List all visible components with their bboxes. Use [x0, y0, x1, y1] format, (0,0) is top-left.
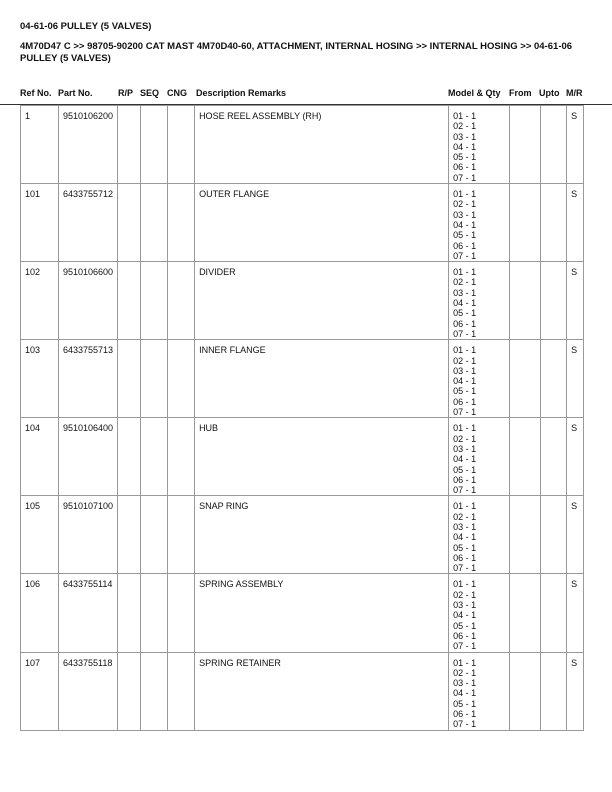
description-cell: SPRING ASSEMBLY [195, 574, 449, 652]
from-cell [510, 184, 541, 262]
table-row [21, 106, 584, 184]
table-row [21, 184, 584, 262]
ref-cell: 105 [21, 496, 59, 574]
model-qty-line: 01 - 1 [453, 267, 477, 278]
mr-cell: S [567, 496, 584, 574]
mr-cell: S [567, 184, 584, 262]
table-row [21, 652, 584, 730]
seq-cell [141, 262, 168, 340]
cng-cell [168, 496, 195, 574]
rp-cell [118, 652, 141, 730]
ref-cell: 106 [21, 574, 59, 652]
description-cell: HOSE REEL ASSEMBLY (RH) [195, 106, 449, 184]
from-cell [510, 418, 541, 496]
seq-cell [141, 184, 168, 262]
seq-cell [141, 340, 168, 418]
model-qty-line: 03 - 1 [453, 131, 477, 142]
rp-cell [118, 340, 141, 418]
part-no-cell: 9510106400 [59, 418, 118, 496]
model-qty-line: 03 - 1 [453, 443, 477, 454]
rp-cell [118, 496, 141, 574]
model-qty-line: 03 - 1 [453, 287, 477, 298]
model-qty-line: 02 - 1 [453, 667, 477, 678]
model-qty-cell [449, 496, 510, 574]
model-qty-line: 02 - 1 [453, 355, 477, 366]
model-qty-line: 06 - 1 [453, 552, 477, 563]
col-model: Model & Qty [448, 88, 501, 98]
cng-cell [168, 106, 195, 184]
model-qty-cell [449, 418, 510, 496]
model-qty-line: 05 - 1 [453, 698, 477, 709]
seq-cell [141, 652, 168, 730]
table-header [0, 88, 612, 105]
model-qty-line: 01 - 1 [453, 501, 477, 512]
model-qty-line: 05 - 1 [453, 230, 477, 241]
model-qty-line: 06 - 1 [453, 709, 477, 720]
upto-cell [541, 418, 567, 496]
page-title: 04-61-06 PULLEY (5 VALVES) [20, 21, 152, 32]
model-qty-line: 04 - 1 [453, 688, 477, 699]
table-row [21, 340, 584, 418]
model-qty-line: 03 - 1 [453, 678, 477, 689]
model-qty-line: 01 - 1 [453, 423, 477, 434]
model-qty-line: 07 - 1 [453, 641, 477, 652]
parts-table [20, 105, 584, 731]
part-no-cell: 6433755713 [59, 340, 118, 418]
model-qty-line: 02 - 1 [453, 121, 477, 132]
cng-cell [168, 418, 195, 496]
model-qty-line: 06 - 1 [453, 240, 477, 251]
model-qty-line: 01 - 1 [453, 579, 477, 590]
model-qty-line: 02 - 1 [453, 433, 477, 444]
cng-cell [168, 340, 195, 418]
model-qty-cell [449, 184, 510, 262]
model-qty-line: 07 - 1 [453, 719, 477, 730]
model-qty-line: 03 - 1 [453, 209, 477, 220]
model-qty-line: 05 - 1 [453, 152, 477, 163]
from-cell [510, 574, 541, 652]
model-qty-line: 03 - 1 [453, 365, 477, 376]
model-qty-line: 02 - 1 [453, 277, 477, 288]
ref-cell: 101 [21, 184, 59, 262]
model-qty-line: 07 - 1 [453, 407, 477, 418]
part-no-cell: 6433755114 [59, 574, 118, 652]
upto-cell [541, 184, 567, 262]
cng-cell [168, 574, 195, 652]
seq-cell [141, 496, 168, 574]
model-qty-cell [449, 262, 510, 340]
from-cell [510, 340, 541, 418]
part-no-cell: 9510107100 [59, 496, 118, 574]
rp-cell [118, 184, 141, 262]
model-qty-line: 01 - 1 [453, 189, 477, 200]
col-desc: Description Remarks [196, 88, 287, 98]
model-qty-line: 06 - 1 [453, 318, 477, 329]
col-seq: SEQ [140, 88, 160, 98]
cng-cell [168, 652, 195, 730]
from-cell [510, 652, 541, 730]
model-qty-line: 07 - 1 [453, 328, 477, 339]
model-qty-line: 06 - 1 [453, 474, 477, 485]
mr-cell: S [567, 652, 584, 730]
model-qty-line: 04 - 1 [453, 141, 477, 152]
model-qty-line: 04 - 1 [453, 298, 477, 309]
model-qty-line: 04 - 1 [453, 219, 477, 230]
model-qty-line: 03 - 1 [453, 600, 477, 611]
rp-cell [118, 574, 141, 652]
part-no-cell: 6433755118 [59, 652, 118, 730]
model-qty-line: 04 - 1 [453, 376, 477, 387]
model-qty-line: 05 - 1 [453, 308, 477, 319]
model-qty-line: 06 - 1 [453, 162, 477, 173]
ref-cell: 102 [21, 262, 59, 340]
seq-cell [141, 106, 168, 184]
model-qty-line: 02 - 1 [453, 199, 477, 210]
model-qty-line: 04 - 1 [453, 610, 477, 621]
mr-cell: S [567, 106, 584, 184]
model-qty-line: 02 - 1 [453, 511, 477, 522]
model-qty-line: 04 - 1 [453, 532, 477, 543]
rp-cell [118, 106, 141, 184]
description-cell: DIVIDER [195, 262, 449, 340]
mr-cell: S [567, 262, 584, 340]
ref-cell: 103 [21, 340, 59, 418]
model-qty-line: 07 - 1 [453, 250, 477, 261]
ref-cell: 104 [21, 418, 59, 496]
description-cell: HUB [195, 418, 449, 496]
ref-cell: 1 [21, 106, 59, 184]
model-qty-line: 07 - 1 [453, 485, 477, 496]
model-qty-line: 01 - 1 [453, 111, 477, 121]
breadcrumb: 4M70D47 C >> 98705-90200 CAT MAST 4M70D40-60, ATTACHMENT, INTERNAL HOSING >> INTERNAL HOSING >> 04-61-06 PULLEY (5 VALVES) [20, 41, 573, 64]
mr-cell: S [567, 418, 584, 496]
col-rp: R/P [118, 88, 134, 98]
model-qty-line: 05 - 1 [453, 386, 477, 397]
part-no-cell: 6433755712 [59, 184, 118, 262]
model-qty-cell [449, 106, 510, 184]
model-qty-line: 07 - 1 [453, 563, 477, 574]
mr-cell: S [567, 574, 584, 652]
model-qty-cell [449, 340, 510, 418]
seq-cell [141, 418, 168, 496]
seq-cell [141, 574, 168, 652]
model-qty-line: 04 - 1 [453, 454, 477, 465]
description-cell: INNER FLANGE [195, 340, 449, 418]
upto-cell [541, 106, 567, 184]
table-row [21, 496, 584, 574]
model-qty-cell [449, 574, 510, 652]
part-no-cell: 9510106200 [59, 106, 118, 184]
upto-cell [541, 262, 567, 340]
col-cng: CNG [167, 88, 187, 98]
col-upto: Upto [539, 88, 560, 98]
upto-cell [541, 652, 567, 730]
part-no-cell: 9510106600 [59, 262, 118, 340]
cng-cell [168, 262, 195, 340]
table-row [21, 262, 584, 340]
model-qty-line: 06 - 1 [453, 396, 477, 407]
from-cell [510, 496, 541, 574]
model-qty-line: 05 - 1 [453, 464, 477, 475]
rp-cell [118, 262, 141, 340]
model-qty-line: 01 - 1 [453, 657, 477, 668]
from-cell [510, 106, 541, 184]
col-from: From [509, 88, 532, 98]
model-qty-cell [449, 652, 510, 730]
model-qty-line: 03 - 1 [453, 521, 477, 532]
description-cell: SPRING RETAINER [195, 652, 449, 730]
cng-cell [168, 184, 195, 262]
col-ref: Ref No. [20, 88, 52, 98]
description-cell: OUTER FLANGE [195, 184, 449, 262]
model-qty-line: 06 - 1 [453, 630, 477, 641]
description-cell: SNAP RING [195, 496, 449, 574]
col-mr: M/R [566, 88, 583, 98]
upto-cell [541, 340, 567, 418]
upto-cell [541, 496, 567, 574]
model-qty-line: 01 - 1 [453, 345, 477, 356]
table-row [21, 418, 584, 496]
table-row [21, 574, 584, 652]
ref-cell: 107 [21, 652, 59, 730]
model-qty-line: 02 - 1 [453, 589, 477, 600]
mr-cell: S [567, 340, 584, 418]
upto-cell [541, 574, 567, 652]
from-cell [510, 262, 541, 340]
col-part: Part No. [58, 88, 93, 98]
model-qty-line: 05 - 1 [453, 620, 477, 631]
rp-cell [118, 418, 141, 496]
model-qty-line: 05 - 1 [453, 542, 477, 553]
model-qty-line: 07 - 1 [453, 172, 477, 183]
